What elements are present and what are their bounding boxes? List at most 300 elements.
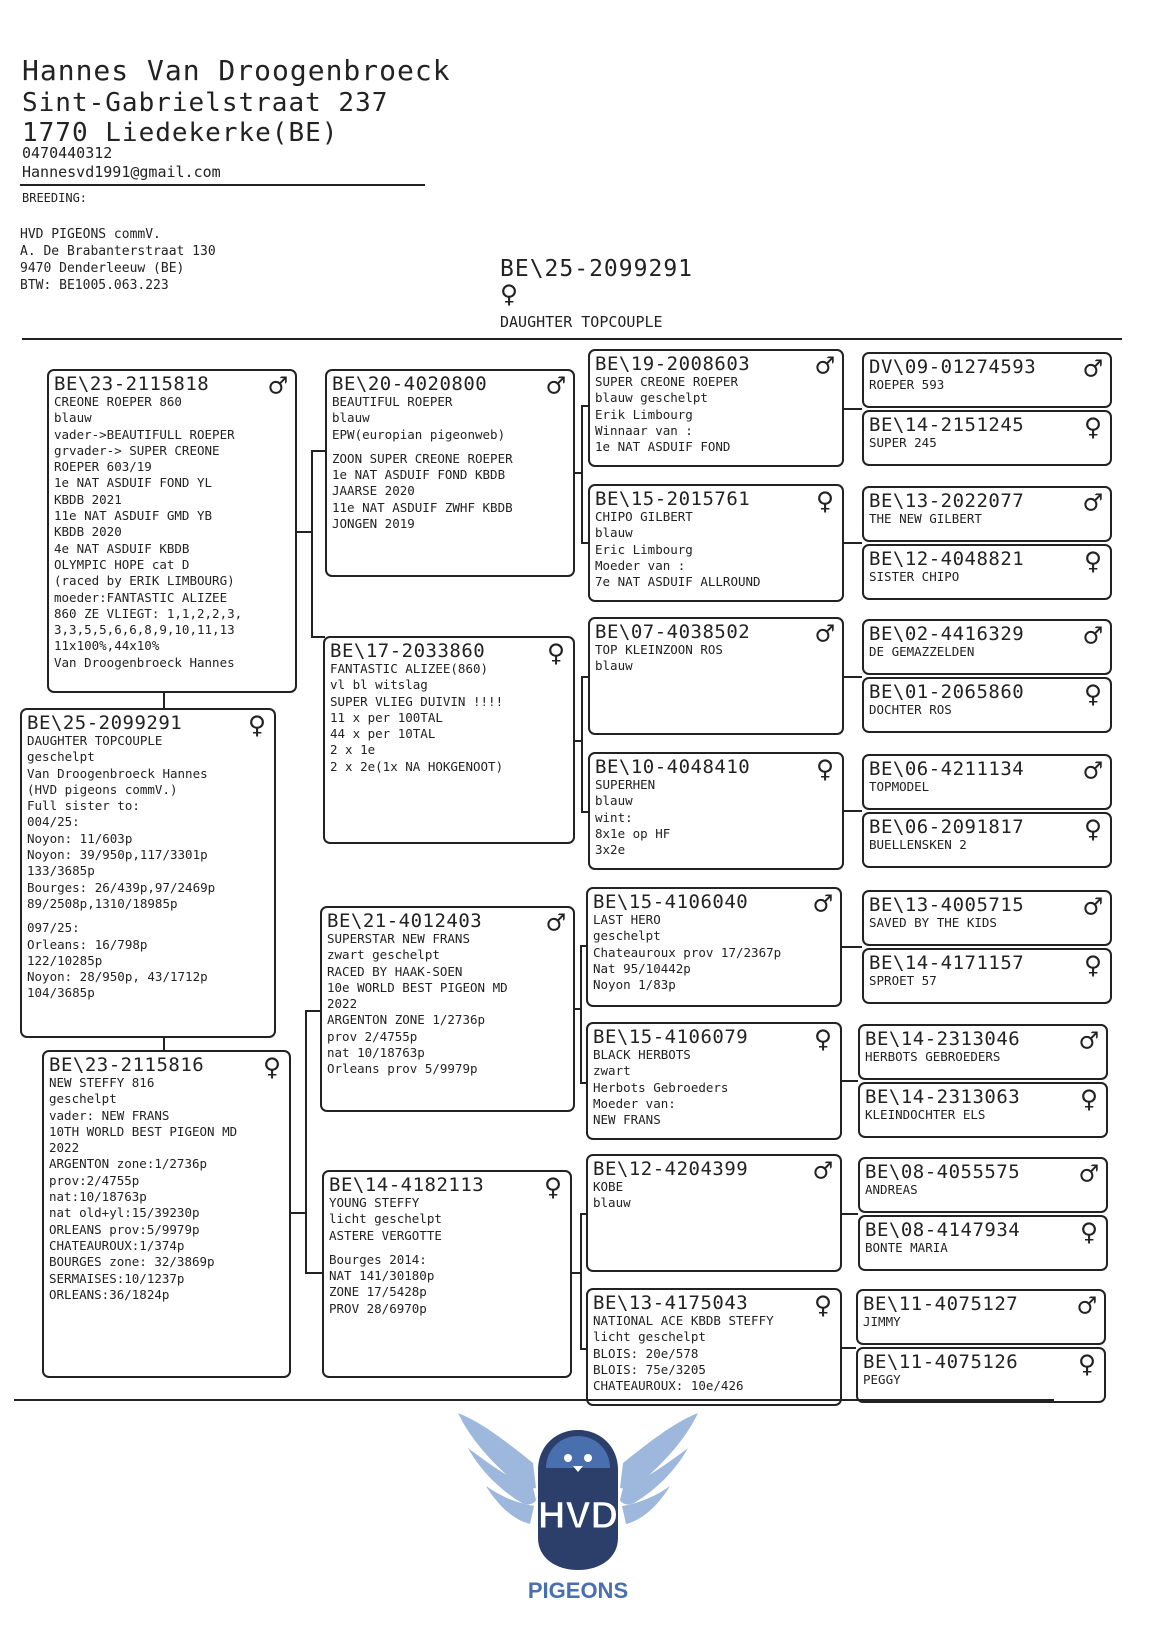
detail-line: ROEPER 603/19 (54, 459, 152, 475)
detail-line: moeder:FANTASTIC ALIZEE (54, 589, 228, 605)
connector-line (581, 405, 588, 407)
detail-line: vl bl witslag (330, 677, 428, 693)
pigeon-name: SUPER 245 (869, 435, 937, 450)
pedigree-box-subject (20, 708, 276, 1038)
main-ring-number: BE\25-2099291 (500, 256, 694, 282)
owner-name: Hannes Van Droogenbroeck (22, 54, 451, 87)
pedigree-box-great-grandparent (856, 1347, 1106, 1403)
detail-line: EPW(europian pigeonweb) (332, 426, 506, 442)
pedigree-top-divider (22, 338, 1122, 340)
detail-line: Orleans: 16/798p (27, 936, 148, 952)
ring-number: BE\15-2015761 (595, 488, 751, 510)
logo-hvd-text: HVD (537, 1495, 619, 1537)
detail-line: CREONE ROEPER 860 (54, 394, 182, 409)
detail-line: 1e NAT ASDUIF FOND KBDB (332, 467, 506, 483)
connector-line (581, 811, 588, 813)
connector-line (844, 676, 862, 678)
pigeon-details (593, 1047, 835, 1128)
female-icon: ♀ (813, 1022, 832, 1057)
detail-line: Noyon: 28/950p, 43/1712p (27, 969, 208, 985)
pigeon-name: BONTE MARIA (865, 1240, 948, 1255)
detail-line: ZONE 17/5428p (329, 1284, 427, 1300)
pigeon-details (869, 702, 1105, 718)
pedigree-box-great-grandparent (858, 1157, 1108, 1213)
female-icon: ♀ (543, 1170, 562, 1205)
detail-line: BLACK HERBOTS (593, 1047, 691, 1062)
detail-line: 10e WORLD BEST PIGEON MD (327, 979, 508, 995)
ring-number: BE\01-2065860 (869, 681, 1025, 703)
header-divider (20, 184, 425, 186)
connector-line (163, 693, 165, 708)
detail-line: geschelpt (27, 749, 95, 765)
male-icon: ♂ (1083, 890, 1102, 925)
female-icon: ♀ (1079, 1082, 1098, 1117)
owner-phone: 0470440312 (22, 144, 113, 162)
connector-line (297, 531, 311, 533)
detail-line: 133/3685p (27, 863, 95, 879)
pigeon-details (869, 377, 1105, 393)
detail-line: NEW STEFFY 816 (49, 1075, 155, 1090)
pigeon-details (332, 394, 568, 532)
detail-line: OLYMPIC HOPE cat D (54, 556, 190, 572)
pigeon-details (869, 644, 1105, 660)
male-icon: ♂ (813, 887, 832, 922)
ring-number: BE\23-2115816 (49, 1054, 205, 1076)
detail-line: BEAUTIFUL ROEPER (332, 394, 453, 409)
detail-line: JAARSE 2020 (332, 483, 415, 499)
pedigree-box-great-grandparent (862, 619, 1112, 675)
detail-line: vader: NEW FRANS (49, 1107, 170, 1123)
detail-line: 89/2508p,1310/18985p (27, 895, 178, 911)
pigeon-details (27, 733, 269, 1002)
ring-number: BE\13-2022077 (869, 490, 1025, 512)
pigeon-details (595, 374, 837, 455)
pigeon-details (865, 1240, 1101, 1256)
ring-number: BE\14-4171157 (869, 952, 1025, 974)
connector-line (842, 1347, 856, 1349)
detail-line: 097/25: (27, 920, 80, 936)
connector-line (311, 450, 325, 452)
ring-number: BE\14-2151245 (869, 414, 1025, 436)
detail-line: JONGEN 2019 (332, 516, 415, 532)
pedigree-box-great-grandparent (858, 1215, 1108, 1271)
detail-line: 44 x per 10TAL (330, 726, 436, 742)
pedigree-box-grandparent (588, 484, 844, 602)
female-icon: ♀ (247, 708, 266, 743)
detail-line: blauw (595, 793, 633, 809)
connector-line (844, 408, 862, 410)
ring-number: BE\14-2313063 (865, 1086, 1021, 1108)
pedigree-box-grandparent (588, 617, 844, 735)
pedigree-box-grandparent (586, 1288, 842, 1406)
ring-number: BE\08-4147934 (865, 1219, 1021, 1241)
detail-line: 11e NAT ASDUIF ZWHF KBDB (332, 499, 513, 515)
pigeon-details (593, 912, 835, 993)
connector-line (581, 542, 588, 544)
connector-line (311, 636, 325, 638)
connector-line (581, 676, 588, 678)
detail-line: Noyon 1/83p (593, 977, 676, 993)
connector-line (305, 1272, 322, 1274)
pigeon-details (869, 569, 1105, 585)
detail-line: Orleans prov 5/9979p (327, 1061, 478, 1077)
breeder-name: HVD PIGEONS commV. (20, 227, 161, 242)
male-icon: ♂ (1079, 1157, 1098, 1192)
detail-line: KBDB 2021 (54, 491, 122, 507)
pedigree-bottom-divider (14, 1399, 1054, 1401)
breeder-address (20, 226, 216, 294)
male-icon: ♂ (815, 349, 834, 384)
connector-line (572, 1272, 580, 1274)
detail-line: Nat 95/10442p (593, 960, 691, 976)
male-icon: ♂ (813, 1154, 832, 1189)
connector-line (581, 405, 583, 542)
pedigree-box-great-grandparent (862, 890, 1112, 946)
pedigree-box-great-grandparent (858, 1024, 1108, 1080)
detail-line: vader->BEAUTIFULL ROEPER (54, 426, 235, 442)
connector-line (842, 946, 862, 948)
detail-line: licht geschelpt (593, 1329, 706, 1345)
female-icon: ♀ (1083, 948, 1102, 983)
detail-line: prov:2/4755p (49, 1172, 140, 1188)
connector-line (580, 1213, 582, 1348)
detail-line: 004/25: (27, 814, 80, 830)
pedigree-box-dam-dam (322, 1170, 572, 1378)
male-icon: ♂ (1083, 352, 1102, 387)
detail-line: 11x100%,44x10% (54, 638, 160, 654)
detail-line: SUPER VLIEG DUIVIN !!!! (330, 693, 504, 709)
spacer (332, 443, 568, 451)
pigeon-name: ROEPER 593 (869, 377, 945, 392)
pedigree-box-great-grandparent (862, 677, 1112, 733)
detail-line: FANTASTIC ALIZEE(860) (330, 661, 489, 676)
breeding-label: BREEDING: (22, 191, 88, 205)
pedigree-box-great-grandparent (862, 754, 1112, 810)
detail-line: 3,3,5,5,6,6,8,9,10,11,13 (54, 622, 235, 638)
detail-line: RACED BY HAAK-SOEN (327, 963, 463, 979)
connector-line (581, 676, 583, 811)
detail-line: zwart (593, 1063, 631, 1079)
detail-line: KBDB 2020 (54, 524, 122, 540)
female-icon: ♀ (815, 752, 834, 787)
detail-line: BLOIS: 20e/578 (593, 1345, 699, 1361)
detail-line: ASTERE VERGOTTE (329, 1227, 442, 1243)
connector-line (291, 1212, 305, 1214)
female-icon: ♀ (1083, 410, 1102, 445)
female-icon: ♀ (1079, 1215, 1098, 1250)
pigeon-name: SISTER CHIPO (869, 569, 960, 584)
detail-line: Bourges 2014: (329, 1251, 427, 1267)
breeder-city: 9470 Denderleeuw (BE) (20, 261, 185, 276)
pigeon-name: SAVED BY THE KIDS (869, 915, 997, 930)
female-icon: ♀ (813, 1288, 832, 1323)
pedigree-box-sire-dam (323, 636, 575, 844)
detail-line: nat old+yl:15/39230p (49, 1205, 200, 1221)
detail-line: 1e NAT ASDUIF FOND YL (54, 475, 213, 491)
detail-line: ORLEANS prov:5/9979p (49, 1221, 200, 1237)
detail-line: Van Droogenbroeck Hannes (54, 654, 235, 670)
female-icon: ♀ (815, 484, 834, 519)
breeder-vat: BTW: BE1005.063.223 (20, 278, 169, 293)
detail-line: ARGENTON zone:1/2736p (49, 1156, 208, 1172)
pigeon-name: BUELLENSKEN 2 (869, 837, 967, 852)
female-icon: ♀ (1077, 1347, 1096, 1382)
pigeon-name: PEGGY (863, 1372, 901, 1387)
detail-line: prov 2/4755p (327, 1028, 418, 1044)
detail-line: blauw geschelpt (595, 390, 708, 406)
spacer (329, 1244, 565, 1252)
pigeon-name: HERBOTS GEBROEDERS (865, 1049, 1001, 1064)
ring-number: BE\12-4048821 (869, 548, 1025, 570)
pigeon-details (593, 1179, 835, 1212)
ring-number: BE\25-2099291 (27, 712, 183, 734)
pedigree-box-great-grandparent (862, 948, 1112, 1004)
detail-line: Noyon: 11/603p (27, 830, 133, 846)
pigeon-details (865, 1107, 1101, 1123)
ring-number: BE\15-4106079 (593, 1026, 749, 1048)
ring-number: BE\20-4020800 (332, 373, 488, 395)
pigeon-name: THE NEW GILBERT (869, 511, 982, 526)
detail-line: 122/10285p (27, 952, 103, 968)
pedigree-box-grandparent (586, 887, 842, 1007)
detail-line: geschelpt (593, 928, 661, 944)
detail-line: CHATEAUROUX:1/374p (49, 1237, 185, 1253)
detail-line: 7e NAT ASDUIF ALLROUND (595, 574, 761, 590)
detail-line: TOP KLEINZOON ROS (595, 642, 723, 657)
pigeon-details (863, 1372, 1099, 1388)
pigeon-name: KLEINDOCHTER ELS (865, 1107, 986, 1122)
detail-line: 1e NAT ASDUIF FOND (595, 439, 731, 455)
pedigree-box-grandparent (588, 349, 844, 467)
detail-line: 10TH WORLD BEST PIGEON MD (49, 1123, 238, 1139)
detail-line: 8x1e op HF (595, 825, 671, 841)
connector-line (844, 810, 862, 812)
detail-line: Moeder van : (595, 557, 686, 573)
detail-line: Noyon: 39/950p,117/3301p (27, 847, 208, 863)
pigeon-name: ANDREAS (865, 1182, 918, 1197)
pedigree-box-great-grandparent (862, 812, 1112, 868)
female-icon: ♀ (546, 636, 565, 671)
male-icon: ♂ (1077, 1289, 1096, 1324)
detail-line: Eric Limbourg (595, 541, 693, 557)
pedigree-box-great-grandparent (862, 410, 1112, 466)
hvd-pigeons-logo (448, 1408, 708, 1608)
ring-number: BE\13-4005715 (869, 894, 1025, 916)
pedigree-box-dam (42, 1050, 291, 1378)
female-icon: ♀ (1083, 677, 1102, 712)
detail-line: NATIONAL ACE KBDB STEFFY (593, 1313, 774, 1328)
detail-line: BOURGES zone: 32/3869p (49, 1254, 215, 1270)
pigeon-details (593, 1313, 835, 1394)
detail-line: licht geschelpt (329, 1211, 442, 1227)
male-icon: ♂ (546, 906, 565, 941)
ring-number: BE\06-2091817 (869, 816, 1025, 838)
connector-line (842, 1213, 858, 1215)
ring-number: BE\08-4055575 (865, 1161, 1021, 1183)
female-icon: ♀ (1083, 812, 1102, 847)
ring-number: BE\11-4075126 (863, 1351, 1019, 1373)
breeder-street: A. De Brabanterstraat 130 (20, 244, 216, 259)
detail-line: YOUNG STEFFY (329, 1195, 420, 1210)
detail-line: zwart geschelpt (327, 947, 440, 963)
detail-line: 104/3685p (27, 985, 95, 1001)
pigeon-details (869, 837, 1105, 853)
ring-number: BE\13-4175043 (593, 1292, 749, 1314)
detail-line: geschelpt (49, 1091, 117, 1107)
left-wing-icon (458, 1413, 536, 1524)
male-icon: ♂ (1083, 754, 1102, 789)
logo-pigeons-text: PIGEONS (527, 1578, 629, 1603)
detail-line: Full sister to: (27, 798, 140, 814)
detail-line: 2 x 2e(1x NA HOKGENOOT) (330, 758, 504, 774)
male-icon: ♂ (1079, 1024, 1098, 1059)
pigeon-details (595, 642, 837, 675)
pigeon-name: DOCHTER ROS (869, 702, 952, 717)
ring-number: DV\09-01274593 (869, 356, 1037, 378)
detail-line: blauw (54, 410, 92, 426)
pedigree-box-great-grandparent (856, 1289, 1106, 1345)
male-icon: ♂ (1083, 486, 1102, 521)
pigeon-name: SPROET 57 (869, 973, 937, 988)
connector-line (163, 1038, 165, 1050)
pigeon-details (327, 931, 568, 1078)
pigeon-details (595, 777, 837, 858)
pedigree-box-sire (47, 369, 297, 693)
pigeon-name: DE GEMAZZELDEN (869, 644, 975, 659)
ring-number: BE\11-4075127 (863, 1293, 1019, 1315)
male-icon: ♂ (1083, 619, 1102, 654)
connector-line (305, 1010, 307, 1272)
male-icon: ♂ (546, 369, 565, 404)
detail-line: blauw (595, 525, 633, 541)
detail-line: Moeder van: (593, 1095, 676, 1111)
pedigree-box-great-grandparent (862, 352, 1112, 408)
ring-number: BE\07-4038502 (595, 621, 751, 643)
pedigree-box-great-grandparent (862, 486, 1112, 542)
ring-number: BE\12-4204399 (593, 1158, 749, 1180)
detail-line: 4e NAT ASDUIF KBDB (54, 540, 190, 556)
female-icon: ♀ (262, 1050, 281, 1085)
detail-line: Erik Limbourg (595, 406, 693, 422)
ring-number: BE\10-4048410 (595, 756, 751, 778)
detail-line: SUPERSTAR NEW FRANS (327, 931, 470, 946)
ring-number: BE\23-2115818 (54, 373, 210, 395)
detail-line: Van Droogenbroeck Hannes (27, 765, 208, 781)
owner-email: Hannesvd1991@gmail.com (22, 163, 221, 181)
detail-line: grvader-> SUPER CREONE (54, 442, 220, 458)
pedigree-box-great-grandparent (862, 544, 1112, 600)
detail-line: SERMAISES:10/1237p (49, 1270, 185, 1286)
detail-line: SUPER CREONE ROEPER (595, 374, 738, 389)
detail-line: Winnaar van : (595, 422, 693, 438)
ring-number: BE\17-2033860 (330, 640, 486, 662)
pedigree-box-sire-sire (325, 369, 575, 577)
detail-line: NAT 141/30180p (329, 1268, 435, 1284)
detail-line: ORLEANS:36/1824p (49, 1286, 170, 1302)
detail-line: (raced by ERIK LIMBOURG) (54, 573, 235, 589)
pedigree-box-grandparent (586, 1022, 842, 1140)
detail-line: Bourges: 26/439p,97/2469p (27, 879, 216, 895)
pigeon-details (869, 973, 1105, 989)
detail-line: wint: (595, 809, 633, 825)
detail-line: NEW FRANS (593, 1112, 661, 1128)
pigeon-details (869, 915, 1105, 931)
detail-line: Herbots Gebroeders (593, 1079, 729, 1095)
connector-line (580, 945, 582, 1082)
detail-line: 2022 (327, 996, 358, 1012)
connector-line (305, 1010, 320, 1012)
pigeon-details (49, 1075, 284, 1303)
ring-number: BE\14-4182113 (329, 1174, 485, 1196)
detail-line: DAUGHTER TOPCOUPLE (27, 733, 163, 748)
female-icon: ♀ (500, 277, 519, 312)
male-icon: ♂ (268, 369, 287, 404)
detail-line: 2022 (49, 1140, 80, 1156)
detail-line: BLOIS: 75e/3205 (593, 1361, 706, 1377)
pigeon-name: TOPMODEL (869, 779, 930, 794)
pigeon-details (865, 1182, 1101, 1198)
detail-line: LAST HERO (593, 912, 661, 927)
detail-line: nat:10/18763p (49, 1189, 147, 1205)
ring-number: BE\02-4416329 (869, 623, 1025, 645)
pedigree-box-grandparent (586, 1154, 842, 1272)
pigeon-details (865, 1049, 1101, 1065)
pigeon-details (54, 394, 290, 671)
ring-number: BE\06-4211134 (869, 758, 1025, 780)
detail-line: Chateauroux prov 17/2367p (593, 944, 782, 960)
pigeon-details (869, 779, 1105, 795)
pigeon-details (595, 509, 837, 590)
detail-line: 3x2e (595, 842, 626, 858)
ring-number: BE\15-4106040 (593, 891, 749, 913)
pigeon-details (869, 435, 1105, 451)
detail-line: blauw (593, 1195, 631, 1211)
owner-city: 1770 Liedekerke(BE) (22, 118, 339, 148)
detail-line: KOBE (593, 1179, 624, 1194)
pigeon-details (863, 1314, 1099, 1330)
pigeon-name: JIMMY (863, 1314, 901, 1329)
detail-line: ZOON SUPER CREONE ROEPER (332, 450, 513, 466)
detail-line: 11 x per 100TAL (330, 709, 443, 725)
detail-line: PROV 28/6970p (329, 1300, 427, 1316)
ring-number: BE\14-2313046 (865, 1028, 1021, 1050)
right-wing-icon (620, 1413, 698, 1524)
detail-line: ARGENTON ZONE 1/2736p (327, 1012, 486, 1028)
detail-line: nat 10/18763p (327, 1045, 425, 1061)
pigeon-details (869, 511, 1105, 527)
pigeon-details (330, 661, 568, 775)
pigeon-details (329, 1195, 565, 1317)
detail-line: (HVD pigeons commV.) (27, 781, 178, 797)
connector-line (311, 450, 313, 636)
ring-number: BE\19-2008603 (595, 353, 751, 375)
detail-line: blauw (595, 658, 633, 674)
spacer (27, 912, 269, 920)
detail-line: blauw (332, 410, 370, 426)
detail-line: CHATEAUROUX: 10e/426 (593, 1378, 744, 1394)
connector-line (842, 1080, 858, 1082)
male-icon: ♂ (815, 617, 834, 652)
detail-line: CHIPO GILBERT (595, 509, 693, 524)
detail-line: 2 x 1e (330, 742, 376, 758)
ring-number: BE\21-4012403 (327, 910, 483, 932)
detail-line: SUPERHEN (595, 777, 656, 792)
pedigree-box-dam-sire (320, 906, 575, 1112)
pedigree-box-great-grandparent (858, 1082, 1108, 1138)
connector-line (844, 542, 862, 544)
detail-line: 11e NAT ASDUIF GMD YB (54, 508, 213, 524)
detail-line: 860 ZE VLIEGT: 1,1,2,2,3, (54, 605, 243, 621)
